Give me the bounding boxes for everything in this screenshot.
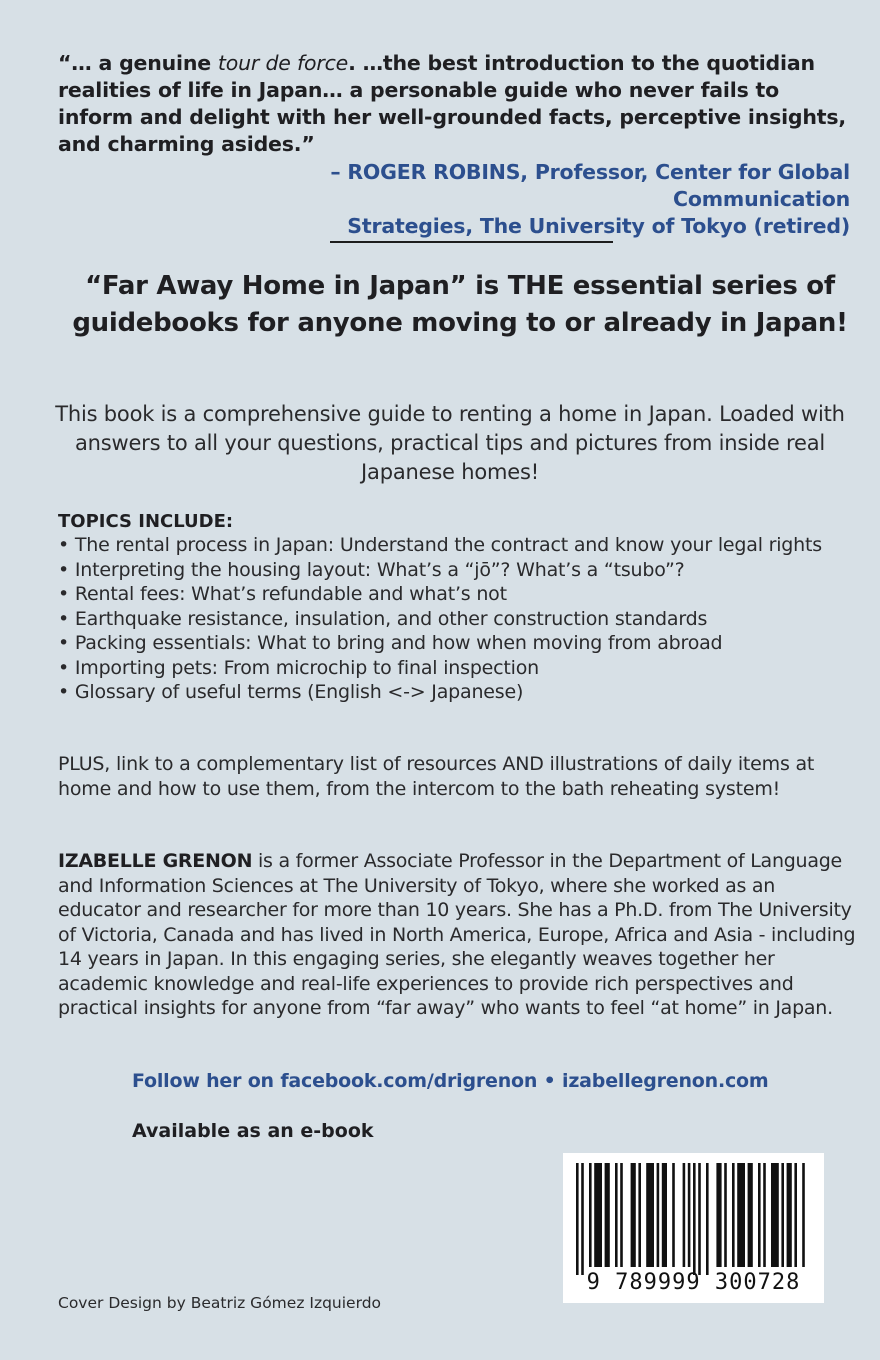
barcode-bar — [698, 1163, 701, 1275]
follow-separator: • — [537, 1070, 562, 1092]
facebook-link[interactable]: facebook.com/drigrenon — [280, 1070, 538, 1092]
quote-text-2: . …the best introduction to the quotidian realities of life in Japan… a personable guide who never fails to inform and delight with her well-grounded facts, perceptive insights, and charming asides.” — [58, 51, 846, 156]
topics-list — [58, 533, 848, 705]
barcode-bar — [638, 1163, 641, 1267]
barcode-bar — [758, 1163, 761, 1267]
barcode-bar — [763, 1163, 766, 1267]
barcode-bar — [771, 1163, 779, 1267]
topic-item: • Packing essentials: What to bring and how when moving from abroad — [58, 631, 848, 656]
attribution-line-1: – ROGER ROBINS, Professor, Center for Global Communication — [330, 160, 850, 211]
review-quote — [58, 50, 858, 158]
barcode-bar — [683, 1163, 686, 1267]
author-name: IZABELLE GRENON — [58, 850, 253, 872]
follow-line — [132, 1068, 769, 1094]
website-link[interactable]: izabellegrenon.com — [562, 1070, 769, 1092]
book-intro: This book is a comprehensive guide to renting a home in Japan. Loaded with answers to all your questions, practical tips and pictures from inside real Japanese homes! — [55, 402, 845, 484]
barcode-bar — [615, 1163, 618, 1267]
barcode-bar — [594, 1163, 602, 1267]
barcode-bar — [724, 1163, 727, 1267]
barcode-bar — [794, 1163, 797, 1267]
attribution-line-2: Strategies, The University of Tokyo (retired) — [347, 214, 850, 238]
section-divider — [330, 241, 613, 243]
quote-attribution — [320, 159, 850, 240]
topic-item: • Earthquake resistance, insulation, and other construction standards — [58, 607, 848, 632]
barcode-bar — [672, 1163, 675, 1267]
barcode-bar — [787, 1163, 792, 1267]
topic-item: • The rental process in Japan: Understand the contract and know your legal rights — [58, 533, 848, 558]
barcode-bar — [693, 1163, 696, 1275]
barcode-bar — [581, 1163, 584, 1275]
barcode-bar — [631, 1163, 636, 1267]
topic-item: • Rental fees: What’s refundable and what’s not — [58, 582, 848, 607]
quote-text-1: “… a genuine — [58, 51, 218, 75]
barcode-bar — [662, 1163, 667, 1267]
barcode-bar — [576, 1163, 579, 1275]
barcode-bar — [802, 1163, 805, 1267]
author-bio-text: is a former Associate Professor in the Department of Language and Information Sciences at The University of Tokyo, where she worked as an educator and researcher for more than 10 years. She has a Ph.D. from The University of Victoria, Canada and has lived in North America, Europe, Africa and Asia - including 14 years in Japan. In this engaging series, she elegantly weaves together her academic knowledge and real-life experiences to provide rich perspectives and practical insights for anyone from “far away” who wants to feel “at home” in Japan. — [58, 850, 856, 1019]
isbn-number: 9 789999 300728 — [586, 1270, 801, 1295]
topic-item: • Importing pets: From microchip to final inspection — [58, 656, 848, 681]
barcode-bar — [620, 1163, 623, 1267]
plus-paragraph: PLUS, link to a complementary list of resources AND illustrations of daily items at home and how to use them, from the intercom to the bath reheating system! — [58, 753, 815, 800]
author-bio — [58, 849, 858, 1021]
ebook-availability: Available as an e-book — [132, 1120, 374, 1142]
topics-heading: TOPICS INCLUDE: — [58, 511, 234, 532]
topic-item: • Interpreting the housing layout: What’s a “jō”? What’s a “tsubo”? — [58, 558, 848, 583]
barcode-bar — [646, 1163, 654, 1267]
barcode-bar — [657, 1163, 660, 1267]
barcode-bar — [748, 1163, 753, 1267]
series-headline: “Far Away Home in Japan” is THE essential series of guidebooks for anyone moving to or already in Japan! — [72, 271, 848, 338]
barcode-bar — [706, 1163, 709, 1275]
barcode-bar — [732, 1163, 735, 1267]
barcode-bar — [688, 1163, 691, 1267]
cover-design-credit: Cover Design by Beatriz Gómez Izquierdo — [58, 1294, 382, 1312]
barcode-bar — [605, 1163, 610, 1267]
follow-prefix: Follow her on — [132, 1070, 281, 1092]
quote-emphasis: tour de force — [217, 51, 349, 75]
barcode-bar — [737, 1163, 745, 1267]
topic-item: • Glossary of useful terms (English <-> Japanese) — [58, 680, 848, 705]
barcode-bar — [781, 1163, 784, 1267]
isbn-barcode — [563, 1153, 824, 1303]
barcode-bar — [716, 1163, 721, 1267]
barcode-bar — [589, 1163, 592, 1267]
